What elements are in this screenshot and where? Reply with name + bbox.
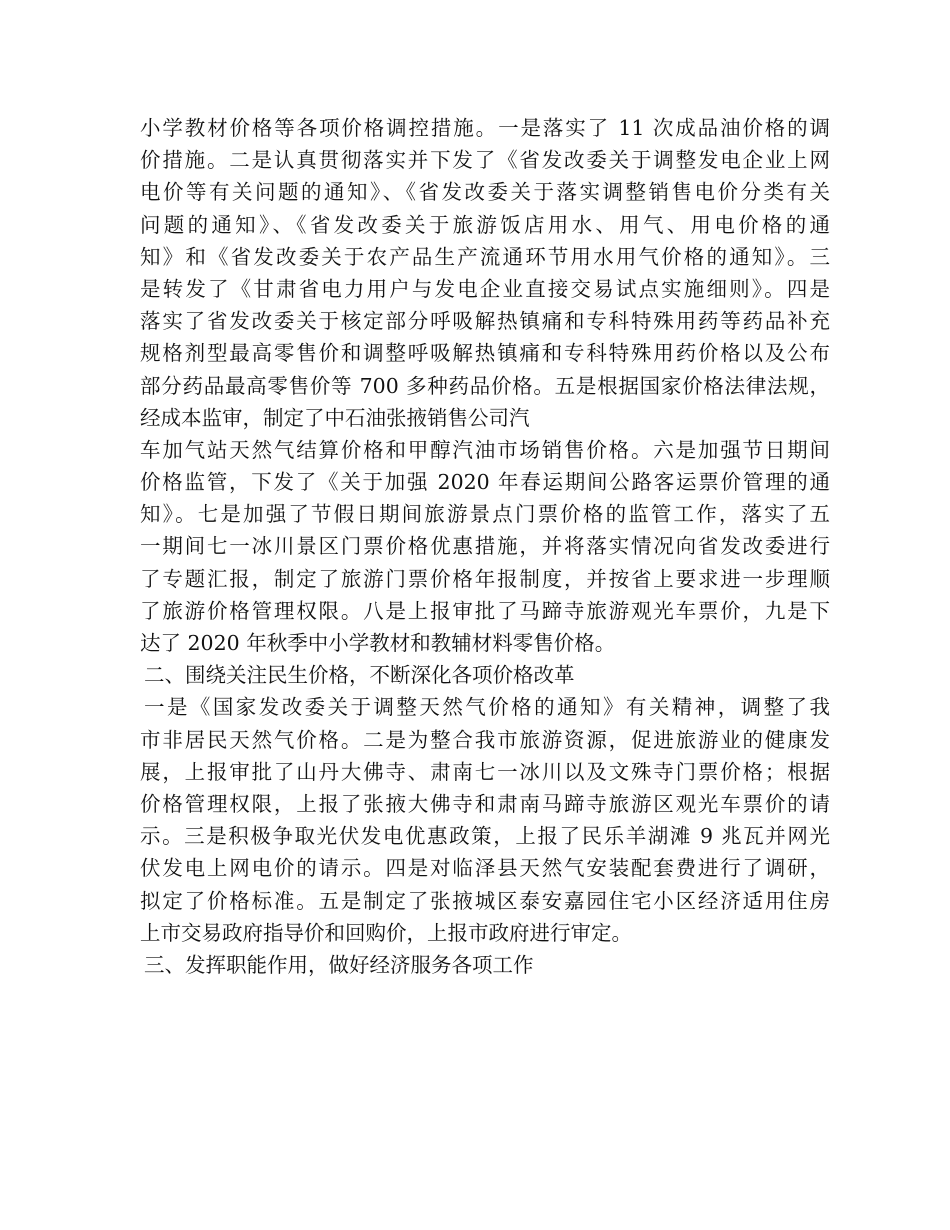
text-line: 知》。七是加强了节假日期间旅游景点门票价格的监管工作，落实了五 — [140, 502, 830, 527]
text-line: 伏发电上网电价的请示。四是对临泽县天然气安装配套费进行了调研， — [140, 856, 830, 881]
section-heading: 三、发挥职能作用，做好经济服务各项工作 — [144, 952, 534, 977]
text-line: 电价等有关问题的通知》、《省发改委关于落实调整销售电价分类有关 — [140, 180, 830, 205]
text-line: 了专题汇报，制定了旅游门票价格年报制度，并按省上要求进一步理顺 — [140, 566, 830, 591]
text-line: 一期间七一冰川景区门票价格优惠措施，并将落实情况向省发改委进行 — [140, 534, 830, 559]
text-line: 一是《国家发改委关于调整天然气价格的通知》有关精神，调整了我 — [144, 695, 830, 720]
text-line: 车加气站天然气结算价格和甲醇汽油市场销售价格。六是加强节日期间 — [140, 437, 830, 462]
text-line: 展，上报审批了山丹大佛寺、肃南七一冰川以及文殊寺门票价格；根据 — [140, 759, 830, 784]
text-line: 市非居民天然气价格。二是为整合我市旅游资源，促进旅游业的健康发 — [140, 727, 830, 752]
text-line: 达了 2020 年秋季中小学教材和教辅材料零售价格。 — [140, 631, 616, 655]
text-line: 上市交易政府指导价和回购价，上报市政府进行审定。 — [140, 920, 632, 945]
text-line: 示。三是积极争取光伏发电优惠政策，上报了民乐羊湖滩 9 兆瓦并网光 — [140, 824, 830, 849]
text-line: 知》和《省发改委关于农产品生产流通环节用水用气价格的通知》。三 — [140, 244, 830, 269]
text-line: 部分药品最高零售价等 700 多种药品价格。五是根据国家价格法律法规， — [140, 373, 830, 398]
text-line: 小学教材价格等各项价格调控措施。一是落实了 11 次成品油价格的调 — [140, 116, 830, 140]
text-line: 了旅游价格管理权限。八是上报审批了马蹄寺旅游观光车票价，九是下 — [140, 598, 830, 623]
document-body — [140, 112, 830, 981]
text-line: 是转发了《甘肃省电力用户与发电企业直接交易试点实施细则》。四是 — [140, 276, 830, 301]
text-line: 规格剂型最高零售价和调整呼吸解热镇痛和专科特殊用药价格以及公布 — [140, 341, 830, 366]
text-line: 价格监管，下发了《关于加强 2020 年春运期间公路客运票价管理的通 — [140, 470, 830, 495]
text-line: 问题的通知》、《省发改委关于旅游饭店用水、用气、用电价格的通 — [140, 212, 830, 237]
text-line: 价措施。二是认真贯彻落实并下发了《省发改委关于调整发电企业上网 — [140, 148, 830, 173]
text-line: 价格管理权限，上报了张掖大佛寺和肃南马蹄寺旅游区观光车票价的请 — [140, 791, 830, 816]
text-line: 经成本监审，制定了中石油张掖销售公司汽 — [140, 405, 530, 430]
section-heading: 二、围绕关注民生价格，不断深化各项价格改革 — [144, 663, 575, 688]
text-line: 拟定了价格标准。五是制定了张掖城区泰安嘉园住宅小区经济适用住房 — [140, 888, 830, 913]
text-line: 落实了省发改委关于核定部分呼吸解热镇痛和专科特殊用药等药品补充 — [140, 309, 830, 334]
